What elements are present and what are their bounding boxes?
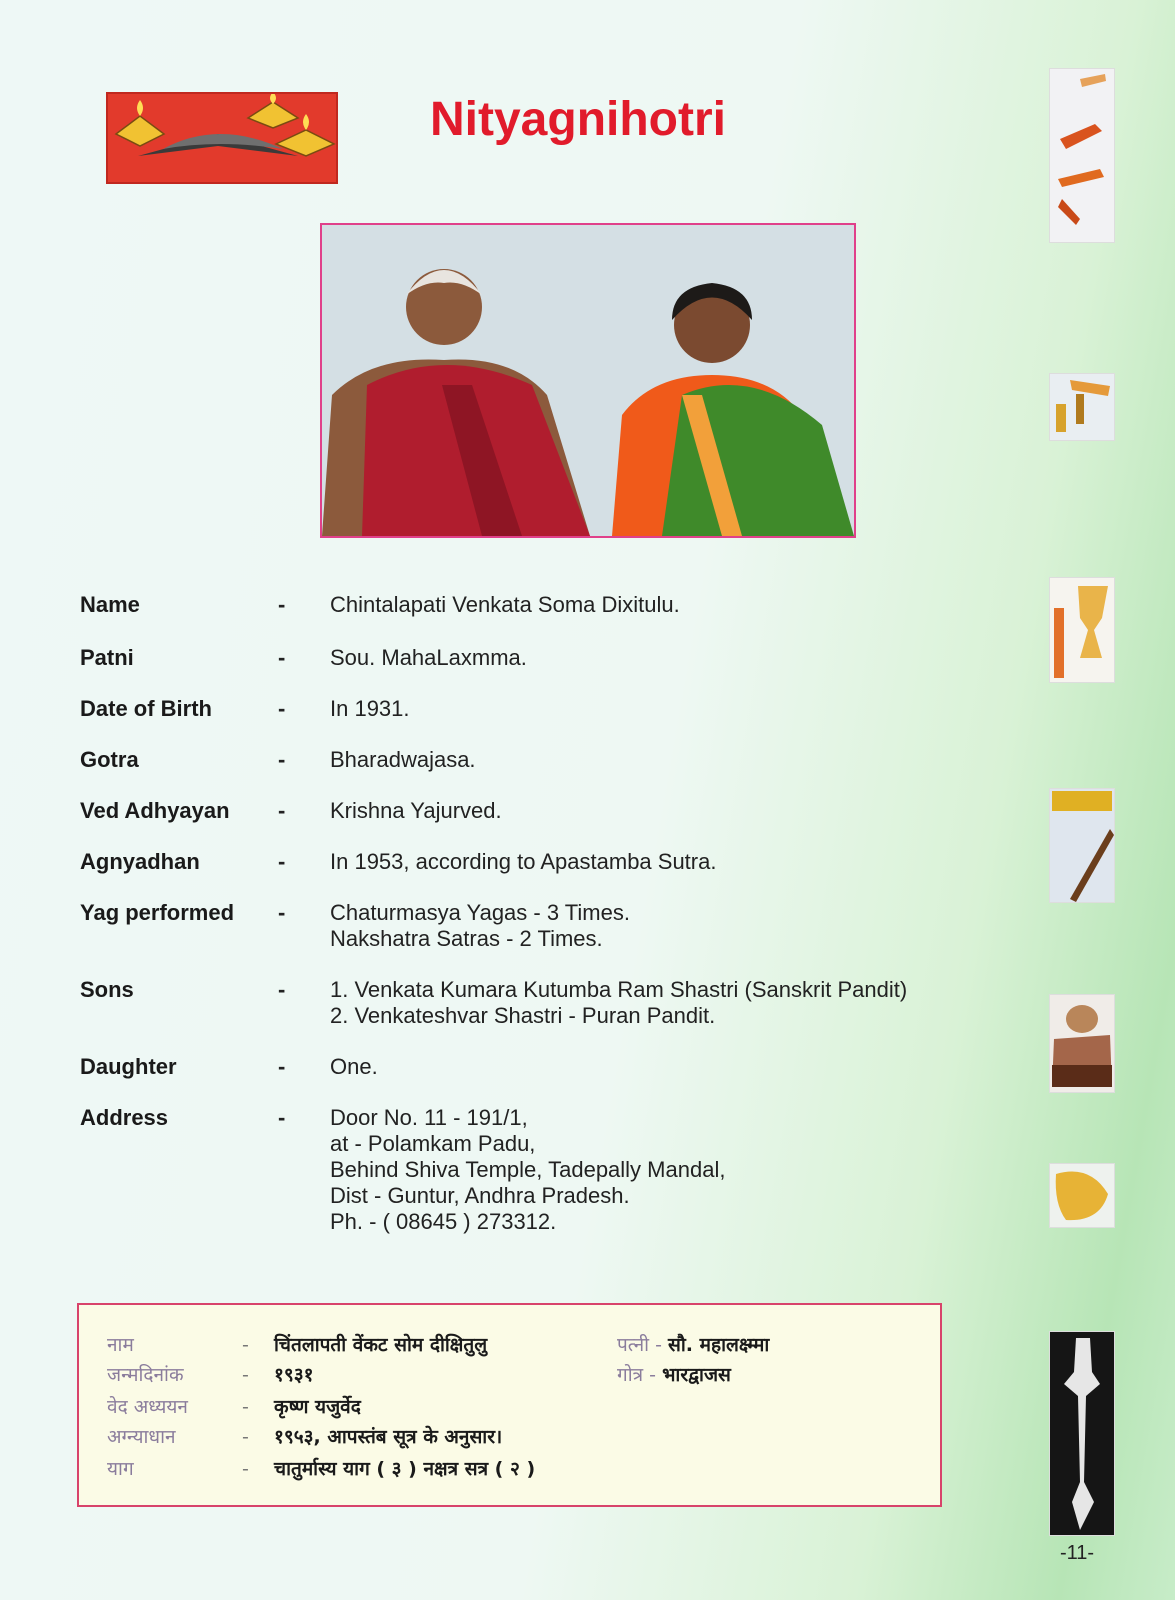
detail-row-address xyxy=(80,1105,980,1235)
hindi-label: याग xyxy=(107,1458,134,1480)
page-number: -11- xyxy=(1060,1542,1095,1564)
hindi-value: १९३१ xyxy=(274,1364,314,1386)
grinding-stone-image xyxy=(1049,994,1115,1093)
white-implement-image xyxy=(1049,1331,1115,1536)
detail-label: Patni xyxy=(80,645,134,670)
detail-dash: - xyxy=(278,747,286,772)
detail-value: at - Polamkam Padu, xyxy=(330,1131,536,1156)
hindi-right-label: गोत्र - xyxy=(617,1364,657,1386)
detail-value: Chintalapati Venkata Soma Dixitulu. xyxy=(330,592,680,617)
hindi-right-label: पत्नी - xyxy=(617,1334,662,1356)
detail-value: 2. Venkateshvar Shastri - Puran Pandit. xyxy=(330,1003,716,1028)
detail-row-name xyxy=(80,592,980,618)
ladle-spoons-image xyxy=(1049,68,1115,243)
detail-value: 1. Venkata Kumara Kutumba Ram Shastri (Sanskrit Pandit) xyxy=(330,977,908,1002)
detail-value: Nakshatra Satras - 2 Times. xyxy=(330,926,603,951)
detail-value: Krishna Yajurved. xyxy=(330,798,502,823)
detail-value: Ph. - ( 08645 ) 273312. xyxy=(330,1209,557,1234)
detail-label: Gotra xyxy=(80,747,139,772)
detail-value: Behind Shiva Temple, Tadepally Mandal, xyxy=(330,1157,726,1182)
detail-dash: - xyxy=(278,592,286,617)
detail-label: Agnyadhan xyxy=(80,849,200,874)
detail-value: Chaturmasya Yagas - 3 Times. xyxy=(330,900,630,925)
details-list xyxy=(80,592,980,1235)
detail-dash: - xyxy=(278,900,286,925)
hindi-value: चातुर्मास्य याग ( ३ ) नक्षत्र सत्र ( २ ) xyxy=(274,1458,536,1480)
detail-value: One. xyxy=(330,1054,378,1079)
hindi-dash: - xyxy=(242,1426,249,1448)
detail-row-patni xyxy=(80,645,980,671)
detail-label: Name xyxy=(80,592,140,617)
hindi-dash: - xyxy=(242,1364,249,1386)
detail-row-agnyadhan xyxy=(80,849,980,875)
detail-dash: - xyxy=(278,977,286,1002)
hindi-label: अग्न्याधान xyxy=(107,1426,176,1448)
detail-value: In 1931. xyxy=(330,696,410,721)
detail-dash: - xyxy=(278,696,286,721)
hindi-value: कृष्ण यजुर्वेद xyxy=(274,1396,361,1418)
detail-label: Yag performed xyxy=(80,900,235,925)
hindi-label: नाम xyxy=(107,1334,134,1356)
detail-row-ved-adhyayan xyxy=(80,798,980,824)
detail-row-daughter xyxy=(80,1054,980,1080)
detail-dash: - xyxy=(278,1054,286,1079)
couple-photo xyxy=(320,223,856,538)
hindi-dash: - xyxy=(242,1334,249,1356)
detail-value: Bharadwajasa. xyxy=(330,747,476,772)
yellow-vessel-image xyxy=(1049,1163,1115,1228)
hindi-label: जन्मदिनांक xyxy=(107,1364,184,1386)
fire-altar-logo xyxy=(106,92,338,184)
detail-row-yag-performed xyxy=(80,900,980,952)
page-title: Nityagnihotri xyxy=(430,93,726,146)
detail-label: Date of Birth xyxy=(80,696,212,721)
hindi-dash: - xyxy=(242,1396,249,1418)
wooden-pestle-image xyxy=(1049,577,1115,683)
hindi-summary-box xyxy=(77,1303,942,1507)
hindi-gotra xyxy=(617,1363,731,1387)
cloth-and-rod-image xyxy=(1049,788,1115,903)
detail-dash: - xyxy=(278,645,286,670)
hindi-value: १९५३, आपस्तंब सूत्र के अनुसार। xyxy=(274,1426,503,1448)
detail-dash: - xyxy=(278,798,286,823)
detail-dash: - xyxy=(278,1105,286,1130)
detail-value: Dist - Guntur, Andhra Pradesh. xyxy=(330,1183,630,1208)
detail-value: Sou. MahaLaxmma. xyxy=(330,645,527,670)
detail-row-dob xyxy=(80,696,980,722)
hindi-right-value: भारद्वाजस xyxy=(662,1364,731,1386)
detail-value: In 1953, according to Apastamba Sutra. xyxy=(330,849,717,874)
hindi-value: चिंतलापती वेंकट सोम दीक्षितुलु xyxy=(274,1334,488,1356)
detail-row-sons xyxy=(80,977,980,1029)
detail-dash: - xyxy=(278,849,286,874)
detail-value: Door No. 11 - 191/1, xyxy=(330,1105,528,1130)
hindi-right-value: सौ. महालक्ष्म्मा xyxy=(668,1334,770,1356)
hindi-label: वेद अध्ययन xyxy=(107,1396,188,1418)
detail-label: Address xyxy=(80,1105,169,1130)
detail-label: Ved Adhyayan xyxy=(80,798,230,823)
detail-label: Daughter xyxy=(80,1054,177,1079)
detail-label: Sons xyxy=(80,977,134,1002)
hindi-patni xyxy=(617,1333,769,1357)
ritual-tools-image xyxy=(1049,373,1115,441)
detail-row-gotra xyxy=(80,747,980,773)
hindi-dash: - xyxy=(242,1458,249,1480)
